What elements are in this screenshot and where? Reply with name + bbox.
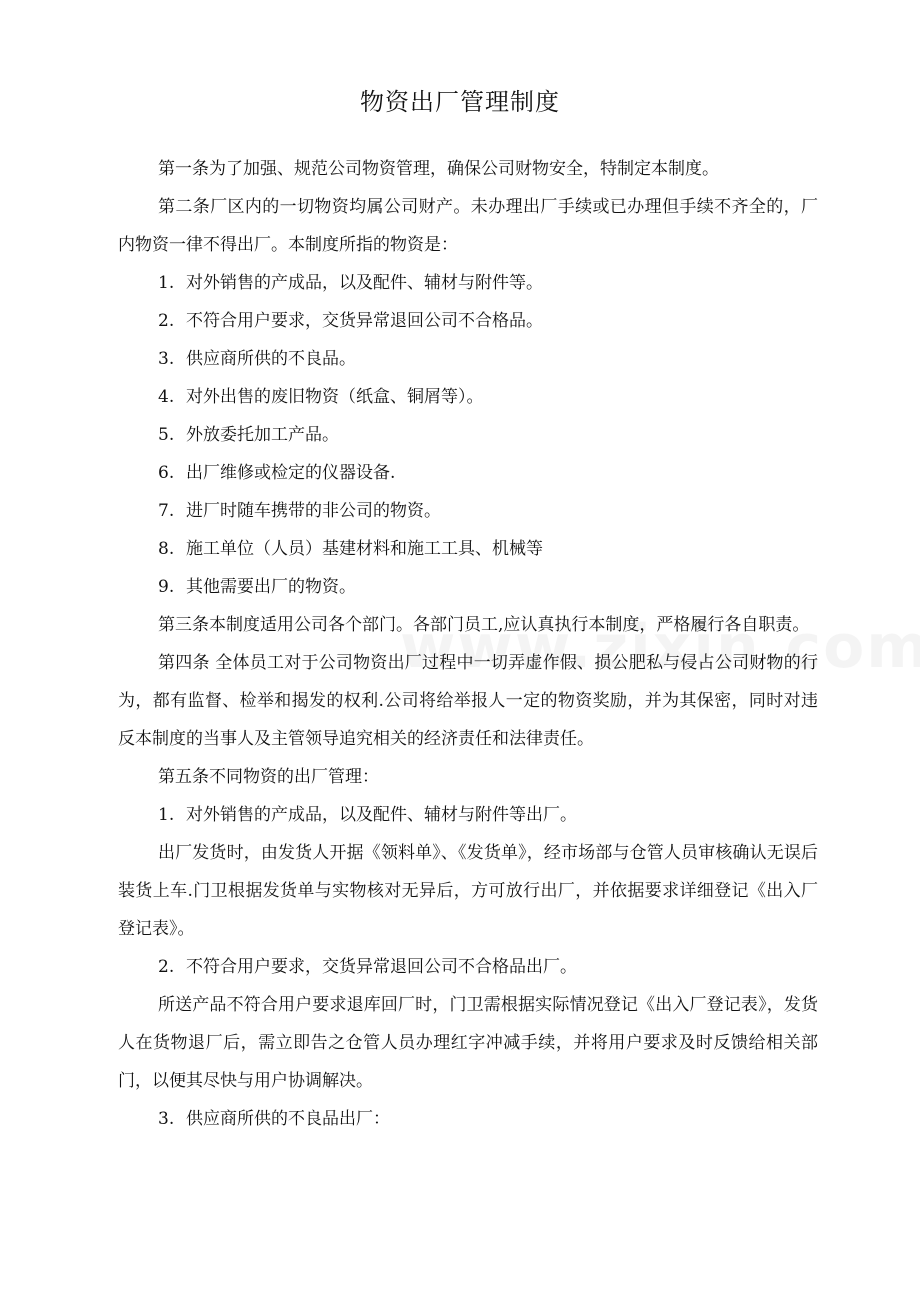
list-item-number: 2. <box>158 311 175 331</box>
list-item <box>118 302 818 340</box>
list-item-text: 进厂时随车携带的非公司的物资。 <box>186 501 441 521</box>
list-item-number: 3. <box>158 349 175 369</box>
list-item-text: 供应商所供的不良品。 <box>186 349 356 369</box>
paragraph-article-1: 第一条为了加强、规范公司物资管理，确保公司财物安全，特制定本制度。 <box>158 159 719 179</box>
list-item-text: 施工单位（人员）基建材料和施工工具、机械等 <box>186 539 543 559</box>
list-item <box>118 454 818 492</box>
list-item-text: 对外出售的废旧物资（纸盒、铜屑等）。 <box>186 387 484 407</box>
section-item-number: 2. <box>158 957 175 977</box>
section-item-text: 供应商所供的不良品出厂： <box>186 1109 390 1129</box>
paragraph-article-3: 第三条本制度适用公司各个部门。各部门员工,应认真执行本制度，严格履行各自职责。 <box>158 615 810 635</box>
section-item <box>118 1100 818 1138</box>
list-item <box>118 568 818 606</box>
section-item <box>118 948 818 986</box>
list-item <box>118 378 818 416</box>
paragraph-shipping-procedure: 出厂发货时，由发货人开据《领料单》、《发货单》，经市场部与仓管人员审核确认无误后装货上车.门卫根据发货单与实物核对无异后，方可放行出厂，并依据要求详细登记《出入厂登记表》。 <box>118 843 818 939</box>
paragraph-article-4: 第四条 全体员工对于公司物资出厂过程中一切弄虚作假、损公肥私与侵占公司财物的行为，都有监督、检举和揭发的权利.公司将给举报人一定的物资奖励，并为其保密，同时对违反本制度的当事人及主管领导追究相关的经济责任和法律责任。 <box>118 653 818 749</box>
list-item-number: 6. <box>158 463 175 483</box>
section-item-number: 1. <box>158 805 175 825</box>
list-item <box>118 340 818 378</box>
paragraph-return-procedure: 所送产品不符合用户要求退库回厂时，门卫需根据实际情况登记《出入厂登记表》，发货人在货物退厂后，需立即告之仓管人员办理红字冲减手续，并将用户要求及时反馈给相关部门，以便其尽快与用户协调解决。 <box>118 995 818 1091</box>
list-item-text: 其他需要出厂的物资。 <box>186 577 356 597</box>
list-item-text: 外放委托加工产品。 <box>186 425 339 445</box>
document-body <box>118 150 818 1138</box>
list-item-number: 8. <box>158 539 175 559</box>
list-item <box>118 264 818 302</box>
section-item <box>118 796 818 834</box>
section-item-number: 3. <box>158 1109 175 1129</box>
list-item-text: 对外销售的产成品，以及配件、辅材与附件等。 <box>186 273 543 293</box>
list-item-text: 不符合用户要求，交货异常退回公司不合格品。 <box>186 311 543 331</box>
list-item-text: 出厂维修或检定的仪器设备. <box>186 463 396 483</box>
paragraph-article-5: 第五条不同物资的出厂管理： <box>158 767 379 787</box>
list-item-number: 7. <box>158 501 175 521</box>
list-item-number: 5. <box>158 425 175 445</box>
list-item <box>118 416 818 454</box>
list-item <box>118 492 818 530</box>
list-item-number: 1. <box>158 273 175 293</box>
document-title: 物资出厂管理制度 <box>360 88 560 116</box>
list-item-number: 4. <box>158 387 175 407</box>
section-item-text: 对外销售的产成品，以及配件、辅材与附件等出厂。 <box>186 805 577 825</box>
list-item <box>118 530 818 568</box>
list-item-number: 9. <box>158 577 175 597</box>
paragraph-article-2: 第二条厂区内的一切物资均属公司财产。未办理出厂手续或已办理但手续不齐全的，厂内物资一律不得出厂。本制度所指的物资是： <box>118 197 818 255</box>
section-item-text: 不符合用户要求，交货异常退回公司不合格品出厂。 <box>186 957 577 977</box>
